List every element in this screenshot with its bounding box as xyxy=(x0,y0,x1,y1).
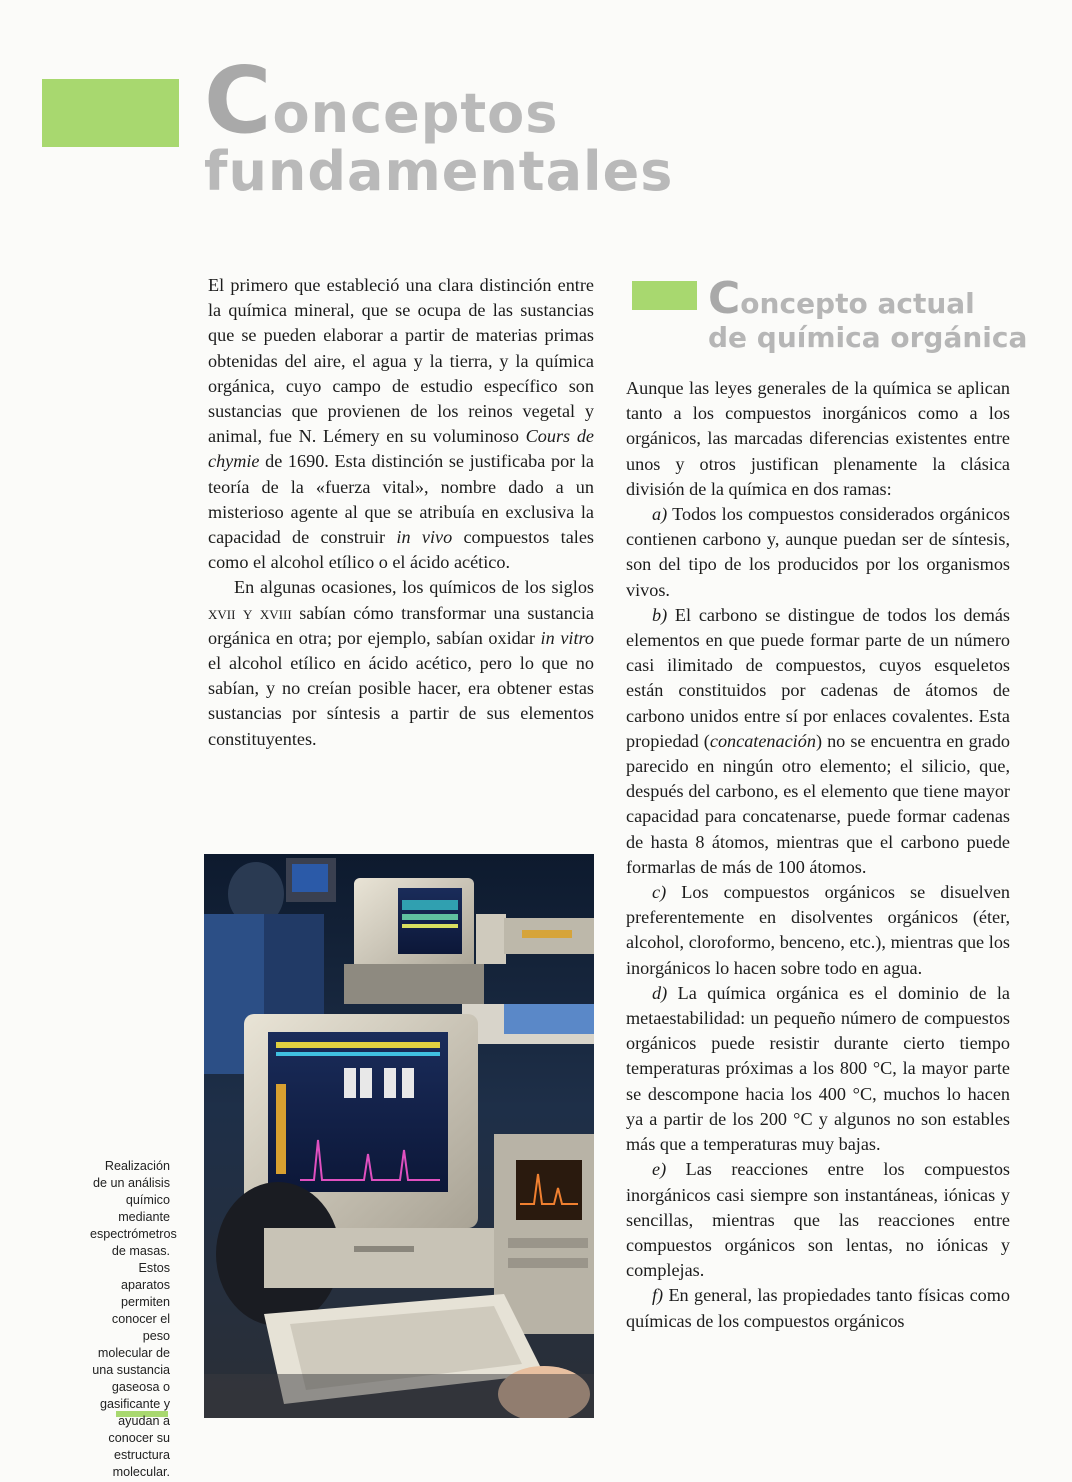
page-title: Conceptos fundamentales xyxy=(204,47,674,203)
section-accent-bar xyxy=(632,281,697,310)
right-column-text xyxy=(626,376,1010,1334)
left-column-text xyxy=(208,273,594,752)
item-c-paragraph: c) Los compuestos orgánicos se disuelven preferentemente en disolventes orgánicos (éter, alcohol, cloroformo, benceno, etc.), mientras que los inorgánicos lo hacen sobre todo en agua. xyxy=(626,882,1010,978)
left-paragraph-2: En algunas ocasiones, los químicos de los siglos xvii y xviii sabían cómo transformar una sustancia orgánica en otra; por ejemplo, sabían oxidar in vitro el alcohol etílico en ácido acético, pero lo que no sabían, y no creían posible hacer, era obtener estas sustancias por síntesis a partir de sus elementos constituyentes. xyxy=(208,577,595,749)
photo-caption: Realización de un análisis químico mediante espectrómetros de masas. Estos aparatos permiten conocer el peso molecular de una sustancia gaseosa o gasificante y ayudan a conocer su estructura molecular. xyxy=(90,1159,177,1479)
item-d-paragraph: d) La química orgánica es el dominio de la metaestabilidad: un pequeño número de compuestos orgánicos puede resistir durante cierto tiempo temperaturas próximas a los 800 °C, la mayor parte se descompone hacia los 400 °C, muchos lo hacen ya a partir de los 200 °C y algunos no son estables más que a temperaturas muy bajas. xyxy=(626,982,1010,1155)
right-intro-paragraph: Aunque las leyes generales de la química se aplican tanto a los compuestos inorgánicos como a los orgánicos, las marcadas diferencias existentes entre unos y otros justifican plenamente la clásica división de la química en dos ramas: xyxy=(626,378,1010,499)
title-accent-bar xyxy=(42,79,179,147)
section-title: Concepto actual de química orgánica xyxy=(708,273,1028,354)
item-a-paragraph: a) Todos los compuestos considerados orgánicos contienen carbono y, aunque puedan ser de síntesis, son del tipo de los producidos por los organismos vivos. xyxy=(626,504,1010,600)
item-e-paragraph: e) Las reacciones entre los compuestos inorgánicos casi siempre son instantáneas, iónicas y sencillas, mientras que las reacciones entre compuestos orgánicos son lentas, no iónicas y complejas. xyxy=(626,1159,1010,1281)
left-paragraph-1: El primero que estableció una clara distinción entre la química mineral, que se ocupa de las sustancias que se pueden elaborar a partir de materias primas obtenidas del aire, el agua y la tierra, y la química orgánica, cuyo campo de estudio específico son sustancias que provienen de los reinos vegetal y animal, fue N. Lémery en su voluminoso Cours de chymie de 1690. Esta distinción se justificaba por la teoría de la «fuerza vital», nombre dado a un misterioso agente al que se atribuía en exclusiva la capacidad de construir in vivo compuestos tales como el alcohol etílico o el ácido acético. xyxy=(208,275,594,573)
item-b-paragraph: b) El carbono se distingue de todos los demás elementos en que puede formar parte de un número casi ilimitado de compuestos, cuyos esqueletos están constituidos por cadenas de átomos de carbono unidos entre sí por enlaces covalentes. Esta propiedad (concatenación) no se encuentra en grado parecido en ningún otro elemento; el silicio, que, después del carbono, es el elemento que tiene mayor capacidad para concatenarse, puede formar cadenas de hasta 8 átomos, mientras que el carbono puede formarlas de más de 100 átomos. xyxy=(626,604,1011,877)
lab-photo-illustration xyxy=(204,854,594,1418)
item-f-paragraph: f) En general, las propiedades tanto físicas como químicas de los compuestos orgánicos xyxy=(626,1285,1010,1331)
lab-photo xyxy=(204,854,594,1418)
